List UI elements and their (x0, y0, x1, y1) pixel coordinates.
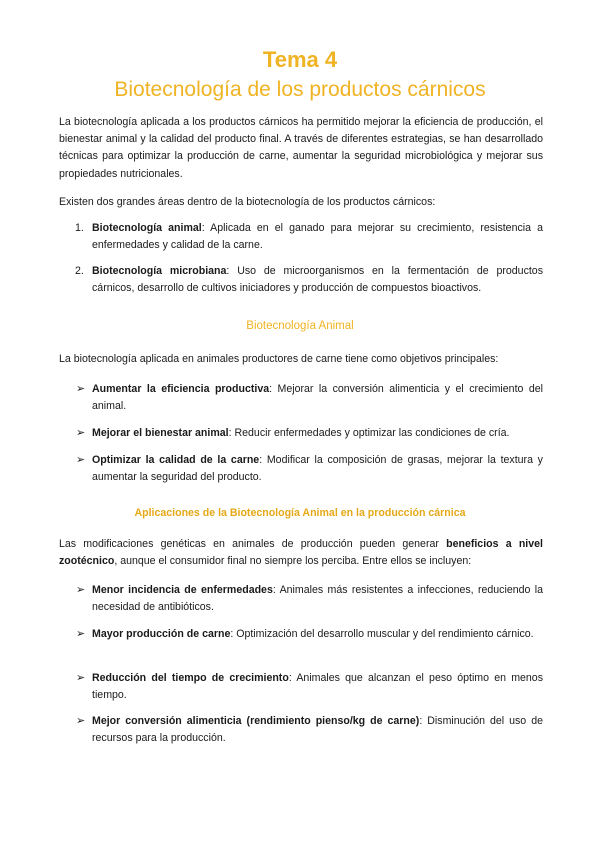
section-intro (59, 536, 543, 570)
item-text: : Aplicada en el ganado para mejorar su crecimiento, resistencia a enfermedades y calidad de la carne. (92, 222, 543, 252)
item-term: Menor incidencia de enfermedades (92, 584, 273, 596)
page-title: Tema 4 (262, 47, 338, 72)
list-item (75, 263, 543, 297)
list-item (76, 713, 543, 747)
arrow-bullet-icon: ➢ (76, 715, 86, 727)
list-item (76, 670, 543, 704)
list-item (75, 220, 543, 254)
arrow-bullet-icon: ➢ (76, 427, 86, 439)
arrow-bullet-icon: ➢ (76, 628, 86, 640)
item-text: : Disminución del uso de recursos para la producción. (92, 715, 543, 745)
list-item (76, 582, 543, 616)
list-item (76, 452, 543, 486)
list-number: 2. (75, 265, 84, 277)
item-text: : Uso de microorganismos en la fermentación de productos cárnicos, desarrollo de cultivos iniciadores y producción de compuestos bioactivos. (92, 265, 543, 295)
list-number: 1. (75, 222, 84, 234)
list-item (76, 381, 543, 415)
item-term: Optimizar la calidad de la carne (92, 454, 260, 466)
page-subtitle: Biotecnología de los productos cárnicos (114, 78, 486, 101)
intro-paragraph: La biotecnología aplicada a los productos cárnicos ha permitido mejorar la eficiencia de producción, el bienestar animal y la calidad del producto final. A través de diferentes estrategias, se han desarrollado técnicas para optimizar la producción de carne, aumentar la seguridad microbiológica y mejorar sus propiedades nutricionales. (59, 116, 543, 180)
item-term: Reducción del tiempo de crecimiento (92, 672, 289, 684)
arrow-bullet-icon: ➢ (76, 584, 86, 596)
list-item (76, 626, 543, 643)
item-text: : Mejorar la conversión alimenticia y el crecimiento del animal. (92, 383, 543, 413)
item-text: : Reducir enfermedades y optimizar las condiciones de cría. (228, 427, 510, 439)
item-text: : Modificar la composición de grasas, mejorar la textura y aumentar la seguridad del producto. (92, 454, 543, 484)
areas-intro: Existen dos grandes áreas dentro de la biotecnología de los productos cárnicos: (59, 196, 436, 208)
item-text: : Animales que alcanzan el peso óptimo en menos tiempo. (92, 672, 543, 702)
arrow-bullet-icon: ➢ (76, 383, 86, 395)
arrow-bullet-icon: ➢ (76, 672, 86, 684)
section-heading: Biotecnología Animal (246, 320, 354, 332)
intro-text-end: , aunque el consumidor final no siempre los perciba. Entre ellos se incluyen: (114, 555, 472, 568)
arrow-bullet-icon: ➢ (76, 454, 86, 466)
intro-bold: beneficios a nivel zootécnico (59, 538, 543, 568)
item-term: Aumentar la eficiencia productiva (92, 383, 270, 395)
item-term: Mayor producción de carne (92, 628, 231, 640)
intro-text: Las modificaciones genéticas en animales de producción pueden generar (59, 538, 447, 550)
item-text: : Optimización del desarrollo muscular y del rendimiento cárnico. (230, 628, 534, 640)
item-term: Biotecnología animal (92, 222, 202, 234)
item-text: : Animales más resistentes a infecciones, reduciendo la necesidad de antibióticos. (92, 584, 543, 614)
item-term: Biotecnología microbiana (92, 265, 227, 277)
list-item (76, 425, 543, 442)
item-term: Mejorar el bienestar animal (92, 427, 229, 439)
subsection-heading: Aplicaciones de la Biotecnología Animal en la producción cárnica (134, 507, 466, 519)
item-term: Mejor conversión alimenticia (rendimiento pienso/kg de carne) (92, 715, 420, 727)
section-intro: La biotecnología aplicada en animales productores de carne tiene como objetivos principales: (59, 353, 499, 365)
